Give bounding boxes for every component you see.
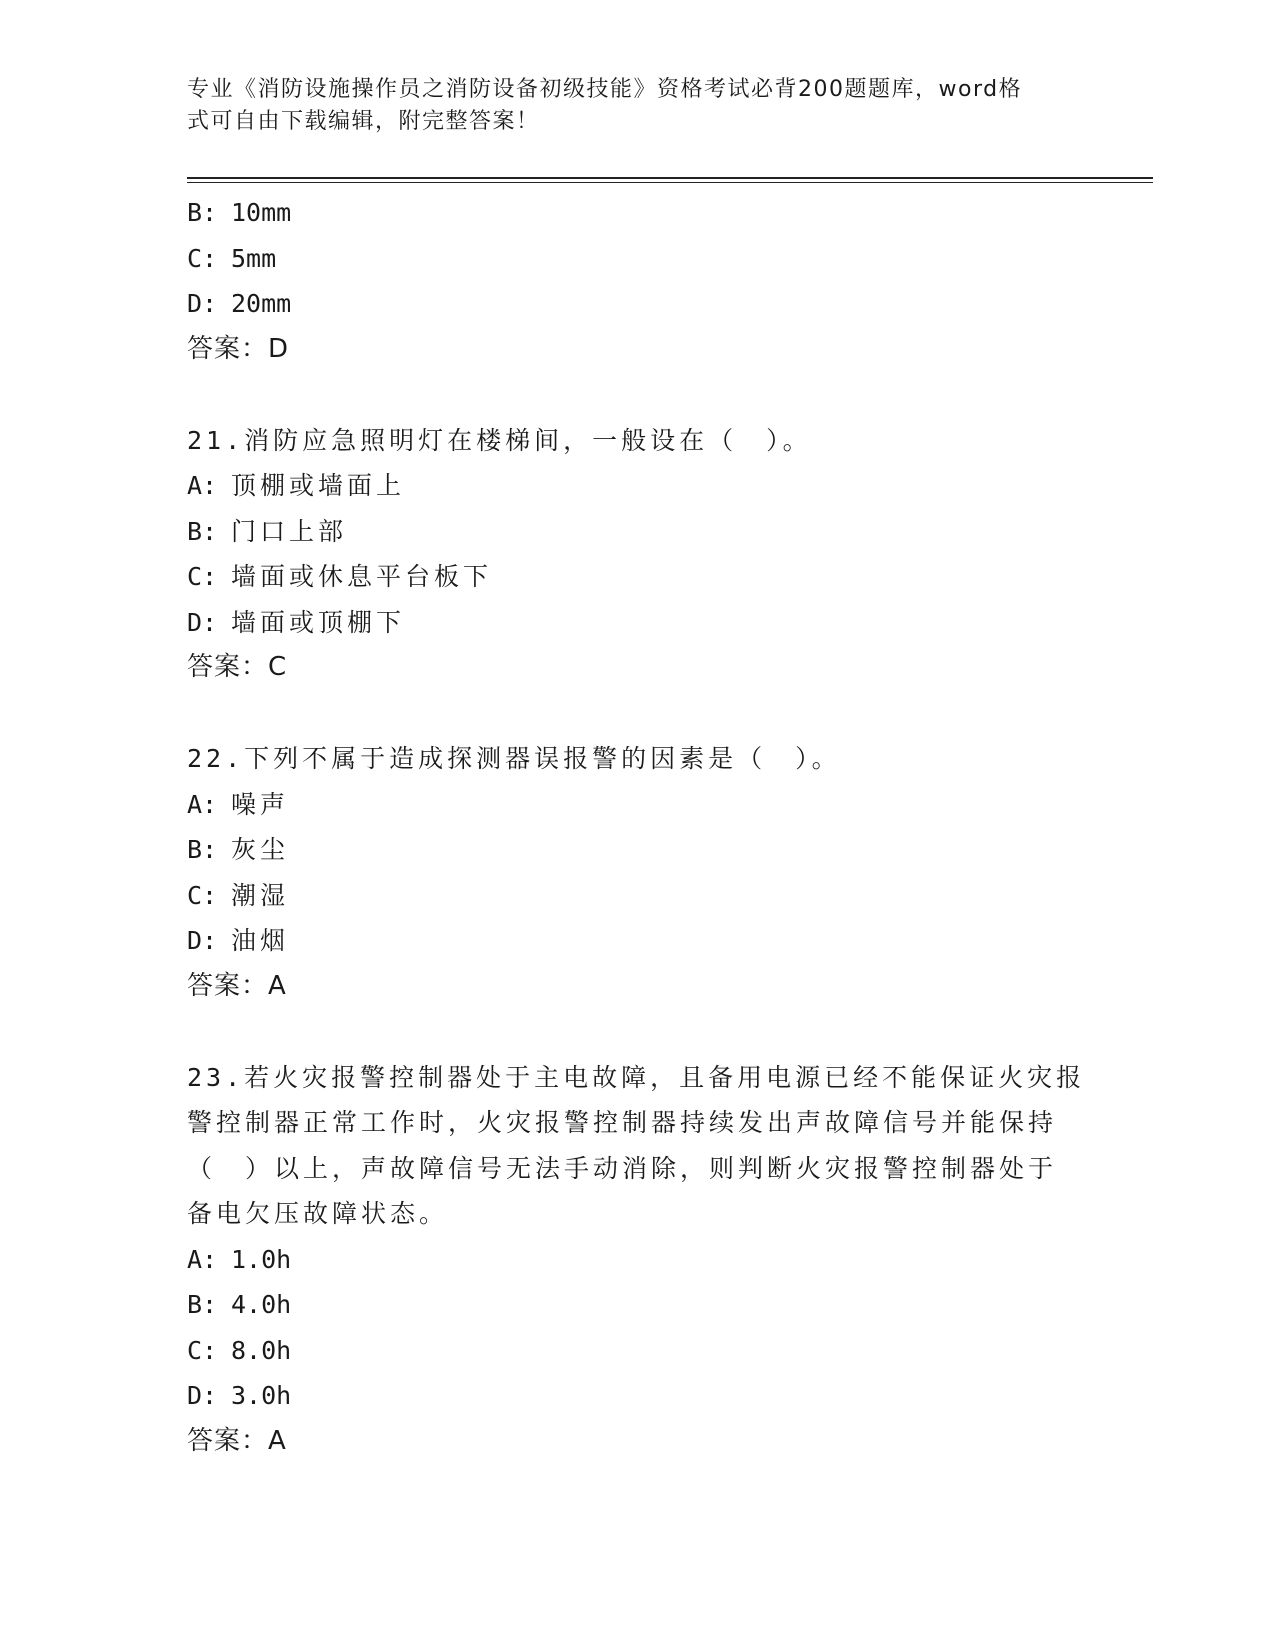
spacer [187, 691, 1087, 737]
option-b [187, 190, 1087, 236]
option-letter: D: [187, 926, 218, 955]
option-letter: D: [187, 1381, 218, 1410]
question-22-block [187, 736, 1087, 1009]
option-letter: D: [187, 289, 218, 318]
header-divider [187, 177, 1153, 183]
option-c [187, 873, 1087, 919]
option-b [187, 509, 1087, 555]
option-a [187, 463, 1087, 509]
answer-line: 答案：A [187, 1425, 287, 1456]
option-b [187, 1282, 1087, 1328]
option-letter: D: [187, 607, 218, 637]
option-letter: A: [187, 789, 218, 819]
option-text: 门口上部 [231, 516, 348, 546]
answer-line: 答案：D [187, 333, 290, 364]
option-text: 20mm [231, 289, 292, 318]
option-letter: B: [187, 198, 218, 227]
question-stem: 22.下列不属于造成探测器误报警的因素是（ ）。 [187, 744, 841, 773]
option-c [187, 1328, 1087, 1374]
option-letter: C: [187, 880, 218, 910]
question-stem-line-3: （ ）以上，声故障信号无法手动消除，则判断火灾报警控制器处于 [187, 1153, 1058, 1183]
spacer [187, 1009, 1087, 1055]
answer-line: 答案：A [187, 970, 287, 1001]
question-23-block [187, 1055, 1087, 1465]
question-stem-line-2: 警控制器正常工作时，火灾报警控制器持续发出声故障信号并能保持 [187, 1108, 1058, 1137]
option-text: 墙面或顶棚下 [231, 607, 406, 637]
option-text: 10mm [231, 198, 292, 227]
option-text: 墙面或休息平台板下 [231, 562, 493, 591]
option-letter: B: [187, 835, 218, 864]
prev-question-block [187, 190, 1087, 372]
option-d [187, 918, 1087, 964]
question-stem-line-4: 备电欠压故障状态。 [187, 1199, 449, 1228]
option-text: 3.0h [231, 1381, 292, 1410]
header-title-line-1: 专业《消防设施操作员之消防设备初级技能》资格考试必背200题题库，word格 [187, 77, 1023, 102]
option-c [187, 554, 1087, 600]
option-text: 8.0h [231, 1335, 292, 1365]
option-d [187, 281, 1087, 327]
option-c [187, 236, 1087, 282]
option-text: 5mm [231, 243, 277, 273]
option-letter: C: [187, 562, 218, 591]
option-d [187, 1373, 1087, 1419]
option-text: 噪声 [231, 789, 290, 819]
option-letter: A: [187, 1244, 218, 1274]
option-letter: A: [187, 471, 218, 500]
option-text: 1.0h [231, 1244, 292, 1274]
option-d [187, 600, 1087, 646]
question-21-block [187, 418, 1087, 691]
document-header [187, 74, 1067, 138]
header-title-line-2: 式可自由下载编辑，附完整答案！ [187, 109, 540, 134]
option-text: 顶棚或墙面上 [231, 471, 406, 500]
answer-line: 答案：C [187, 652, 288, 682]
option-letter: B: [187, 1290, 218, 1319]
option-a [187, 782, 1087, 828]
question-stem-line-1: 23.若火灾报警控制器处于主电故障，且备用电源已经不能保证火灾报 [187, 1062, 1086, 1092]
option-text: 潮湿 [231, 880, 290, 910]
option-letter: B: [187, 516, 218, 546]
question-list [187, 190, 1087, 1464]
option-text: 灰尘 [231, 835, 290, 864]
option-letter: C: [187, 1335, 218, 1365]
option-text: 4.0h [231, 1290, 292, 1319]
question-stem: 21.消防应急照明灯在楼梯间，一般设在（ ）。 [187, 425, 812, 455]
option-a [187, 1237, 1087, 1283]
option-b [187, 827, 1087, 873]
option-letter: C: [187, 243, 218, 273]
spacer [187, 372, 1087, 418]
option-text: 油烟 [231, 926, 290, 955]
